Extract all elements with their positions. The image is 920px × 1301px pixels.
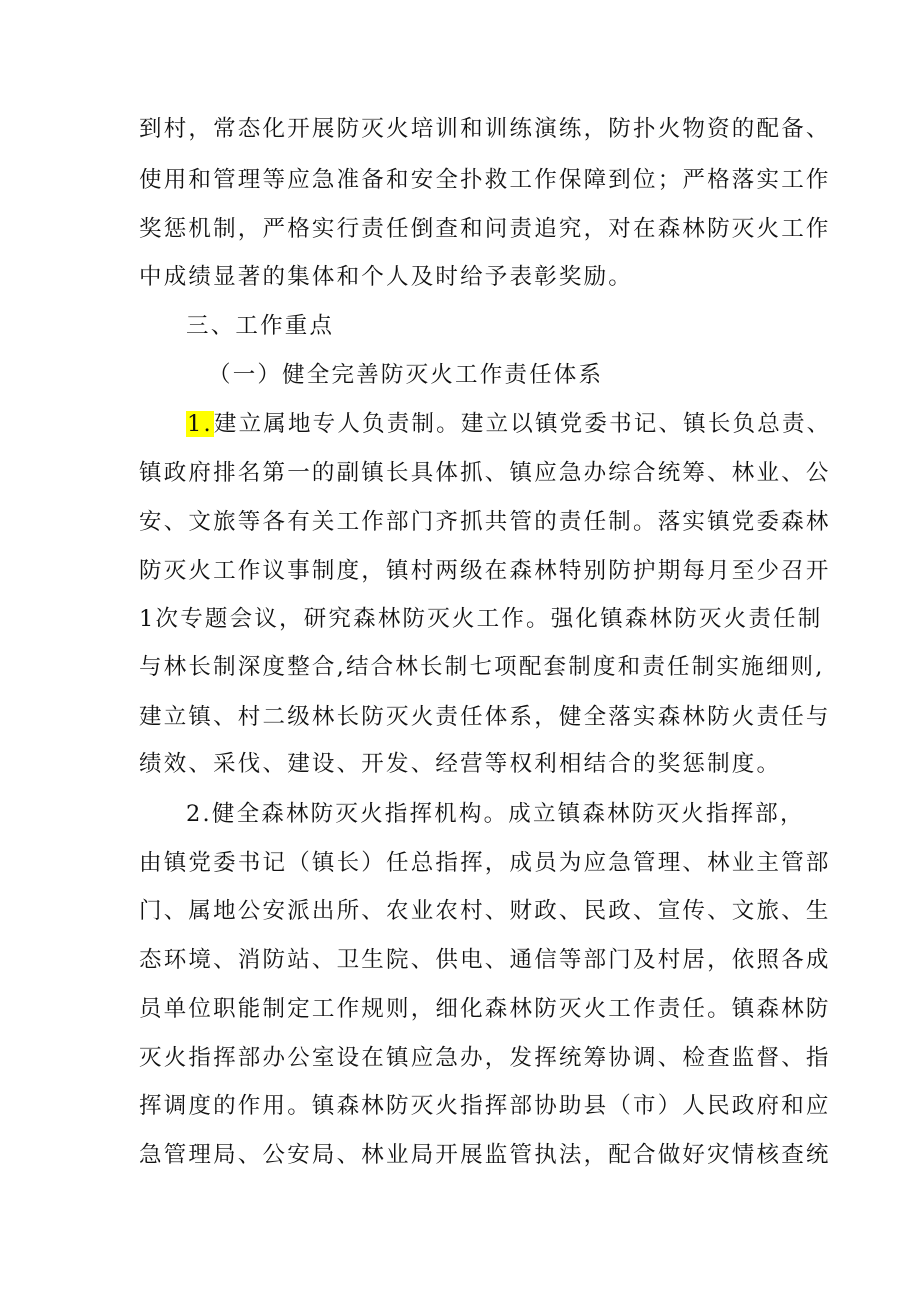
text-line: 态环境、消防站、卫生院、供电、通信等部门及村居，依照各成	[139, 947, 831, 973]
text-span: 建立属地专人负责制。建立以镇党委书记、镇长负总责、	[213, 411, 832, 437]
item-2-first-line: 2.健全森林防灭火指挥机构。成立镇森林防灭火指挥部，	[186, 801, 805, 827]
text-line: 由镇党委书记（镇长）任总指挥，成员为应急管理、林业主管部	[139, 850, 831, 876]
text-line: 建立镇、村二级林长防灭火责任体系，健全落实森林防火责任与	[139, 704, 831, 730]
section-heading: 三、工作重点	[186, 313, 335, 339]
text-line: 1次专题会议，研究森林防灭火工作。强化镇森林防灭火责任制	[139, 606, 823, 632]
text-line: 奖惩机制，严格实行责任倒查和问责追究，对在森林防灭火工作	[139, 216, 831, 242]
item-1-first-line	[186, 404, 836, 444]
text-line: 与林长制深度整合,结合林长制七项配套制度和责任制实施细则,	[139, 654, 825, 680]
text-line: 防灭火工作议事制度，镇村两级在森林特别防护期每月至少召开	[139, 558, 831, 584]
text-line: 急管理局、公安局、林业局开展监管执法，配合做好灾情核查统	[139, 1142, 831, 1168]
text-line: 绩效、采伐、建设、开发、经营等权利相结合的奖惩制度。	[139, 751, 782, 777]
text-line: 到村，常态化开展防灭火培训和训练演练，防扑火物资的配备、	[139, 116, 831, 142]
text-line: 门、属地公安派出所、农业农村、财政、民政、宣传、文旅、生	[139, 898, 831, 924]
text-line: 镇政府排名第一的副镇长具体抓、镇应急办综合统筹、林业、公	[139, 460, 831, 486]
text-line: 员单位职能制定工作规则，细化森林防灭火工作责任。镇森林防	[139, 996, 831, 1022]
highlighted-item-number: 1.	[187, 411, 213, 437]
text-line: 使用和管理等应急准备和安全扑救工作保障到位；严格落实工作	[139, 167, 831, 193]
subsection-heading: （一）健全完善防灭火工作责任体系	[208, 362, 604, 388]
text-line: 中成绩显著的集体和个人及时给予表彰奖励。	[139, 264, 634, 290]
text-line: 灭火指挥部办公室设在镇应急办，发挥统筹协调、检查监督、指	[139, 1045, 831, 1071]
text-line: 安、文旅等各有关工作部门齐抓共管的责任制。落实镇党委森林	[139, 509, 831, 535]
text-line: 挥调度的作用。镇森林防灭火指挥部协助县（市）人民政府和应	[139, 1093, 831, 1119]
